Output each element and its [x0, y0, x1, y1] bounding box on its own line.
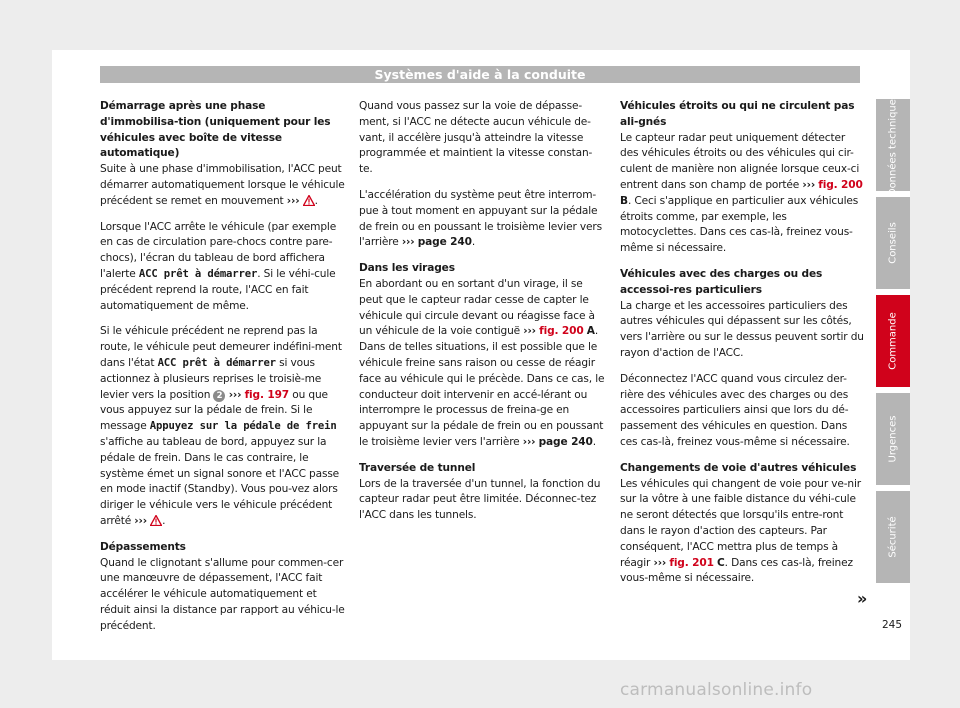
link-arrows[interactable]: ››› — [286, 194, 300, 207]
section-header: Systèmes d'aide à la conduite — [100, 66, 860, 83]
link-arrows[interactable]: ››› — [134, 514, 147, 527]
figure-letter: C — [717, 556, 725, 569]
heading-tunnel: Traversée de tunnel — [359, 461, 476, 474]
tab-securite[interactable]: Sécurité — [876, 491, 910, 583]
tab-donnees-techniques[interactable]: Données techniques — [876, 99, 910, 191]
continue-icon: » — [857, 589, 868, 608]
heading-curves: Dans les virages — [359, 262, 455, 275]
figure-letter: B — [620, 194, 628, 207]
figure-link[interactable]: fig. 197 — [244, 388, 290, 401]
link-arrows[interactable]: ››› — [522, 435, 536, 448]
heading-loads: Véhicules avec des charges ou des accessoi-res particuliers — [620, 267, 823, 296]
warning-icon[interactable] — [303, 195, 315, 206]
tab-conseils[interactable]: Conseils — [876, 197, 910, 289]
page-link[interactable]: page 240 — [417, 236, 472, 249]
column-2 — [359, 99, 605, 534]
paragraph: Les véhicules qui changent de voie pour ve-nir sur la vôtre à une faible distance du véhi-cule ne seront détectés que lorsqu'ils entre-ront dans le rayon d'action des capteurs. Par conséquent, l'ACC mettra plus de temps à réagir ››› fig. 201 C. Dans ces cas-là, freinez vous-même si nécessaire. — [620, 477, 861, 585]
paragraph: Lorsque l'ACC arrête le véhicule (par exemple en cas de circulation pare-chocs contre pare-chocs), l'écran du tableau de bord affichera l'alerte ACC prêt à démarrer. Si le véhi-cule précédent reprend la route, l'ACC en fait automatiquement de même. — [100, 220, 337, 312]
paragraph: L'accélération du système peut être interrom-pue à tout moment en appuyant sur la pédale de frein ou en poussant le troisième levier vers l'arrière ››› page 240. — [359, 188, 602, 249]
figure-link[interactable]: fig. 200 — [539, 325, 584, 338]
paragraph: Le capteur radar peut uniquement détecter des véhicules étroits ou des véhicules qui cir-culent de manière non alignée lorsque ceux-ci entrent dans son champ de portée ››› fig. 200 B. Ceci s'applique en particulier aux véhicules étroits comme, par exemple, les motocyclettes. Dans ces cas-là, freinez vous-même si nécessaire. — [620, 131, 863, 255]
paragraph: Quand vous passez sur la voie de dépasse-ment, si l'ACC ne détecte aucun véhicule de-vant, il accélère jusqu'à atteindre la vitesse programmée et maintient la vitesse constan-te. — [359, 100, 593, 176]
tab-commande[interactable]: Commande — [876, 295, 910, 387]
link-arrows[interactable]: ››› — [228, 388, 242, 401]
alert-acc-ready: ACC prêt à démarrer — [157, 356, 276, 369]
figure-link[interactable]: fig. 201 — [669, 556, 714, 569]
paragraph: En abordant ou en sortant d'un virage, il se peut que le capteur radar cesse de capter le véhicule qui circule devant ou réagisse face à un véhicule de la voie contiguë ››› fig. 200 A. Dans de telles situations, il est possible que le véhicule freine sans raison ou cesse de réagir face au véhicule qui le précède. Dans ce cas, le conducteur doit intervenir en accé-lérant ou interrompre le processus de freina-ge en appuyant sur la pédale de frein ou en poussant le troisième levier vers l'arrière ››› page 240. — [359, 277, 605, 448]
link-arrows[interactable]: ››› — [802, 178, 816, 191]
watermark: carmanualsonline.info — [620, 680, 813, 700]
paragraph: Si le véhicule précédent ne reprend pas la route, le véhicule peut demeurer indéfini-ment dans l'état ACC prêt à démarrer si vous actionnez à plusieurs reprises le troisiè-me levier vers la position 2 ››› fig. 197 ou que vous appuyez sur la pédale de frein. Si le message Appuyez sur la pédale de frein s'affiche au tableau de bord, appuyez sur la pédale de frein. Dans le cas contraire, le système émet un signal sonore et l'ACC passe en mode inactif (Standby). Vous pou-vez alors diriger le véhicule vers le véhicule précédent arrêté ››› . — [100, 325, 342, 527]
position-badge: 2 — [213, 390, 225, 402]
link-arrows[interactable]: ››› — [401, 236, 415, 249]
column-3 — [620, 99, 866, 597]
link-arrows[interactable]: ››› — [653, 556, 667, 569]
paragraph: Suite à une phase d'immobilisation, l'ACC peut démarrer automatiquement lorsque le véhicule précédent se remet en mouvement ››› . — [100, 163, 345, 207]
column-1 — [100, 99, 346, 645]
tab-urgences[interactable]: Urgences — [876, 393, 910, 485]
paragraph: Lors de la traversée d'un tunnel, la fonction du capteur radar peut être limitée. Déconnec-tez l'ACC dans les tunnels. — [359, 477, 601, 522]
page-link[interactable]: page 240 — [538, 435, 593, 448]
figure-link[interactable]: fig. 200 — [818, 178, 863, 191]
link-arrows[interactable]: ››› — [523, 325, 536, 338]
heading-overtaking: Dépassements — [100, 540, 186, 553]
page-number: 245 — [881, 619, 902, 631]
alert-press-brake: Appuyez sur la pédale de frein — [149, 420, 337, 433]
heading-lane-change: Changements de voie d'autres véhicules — [620, 461, 857, 474]
warning-icon[interactable] — [150, 515, 162, 526]
paragraph: Quand le clignotant s'allume pour commen-cer une manœuvre de dépassement, l'ACC fait accélérer le véhicule automatiquement et réduit ainsi la distance par rapport au véhicu-le précédent. — [100, 556, 345, 632]
paragraph: Déconnectez l'ACC quand vous circulez der-rière des véhicules avec des charges ou des accessoires particuliers ainsi que lors du dé-passement des véhicules en question. Dans ces cas-là, freinez vous-même si nécessaire. — [620, 372, 850, 448]
heading-restart: Démarrage après une phase d'immobilisa-tion (uniquement pour les véhicules avec boîte de vitesse automatique) — [100, 100, 331, 160]
alert-acc-ready: ACC prêt à démarrer — [138, 267, 258, 280]
heading-narrow-vehicles: Véhicules étroits ou qui ne circulent pas ali-gnés — [620, 100, 855, 128]
paragraph: La charge et les accessoires particuliers des autres véhicules qui dépassent sur les côtés, vers l'arrière ou sur le dessus peuvent sortir du rayon d'action de l'ACC. — [620, 299, 864, 359]
figure-letter: A — [586, 325, 595, 338]
